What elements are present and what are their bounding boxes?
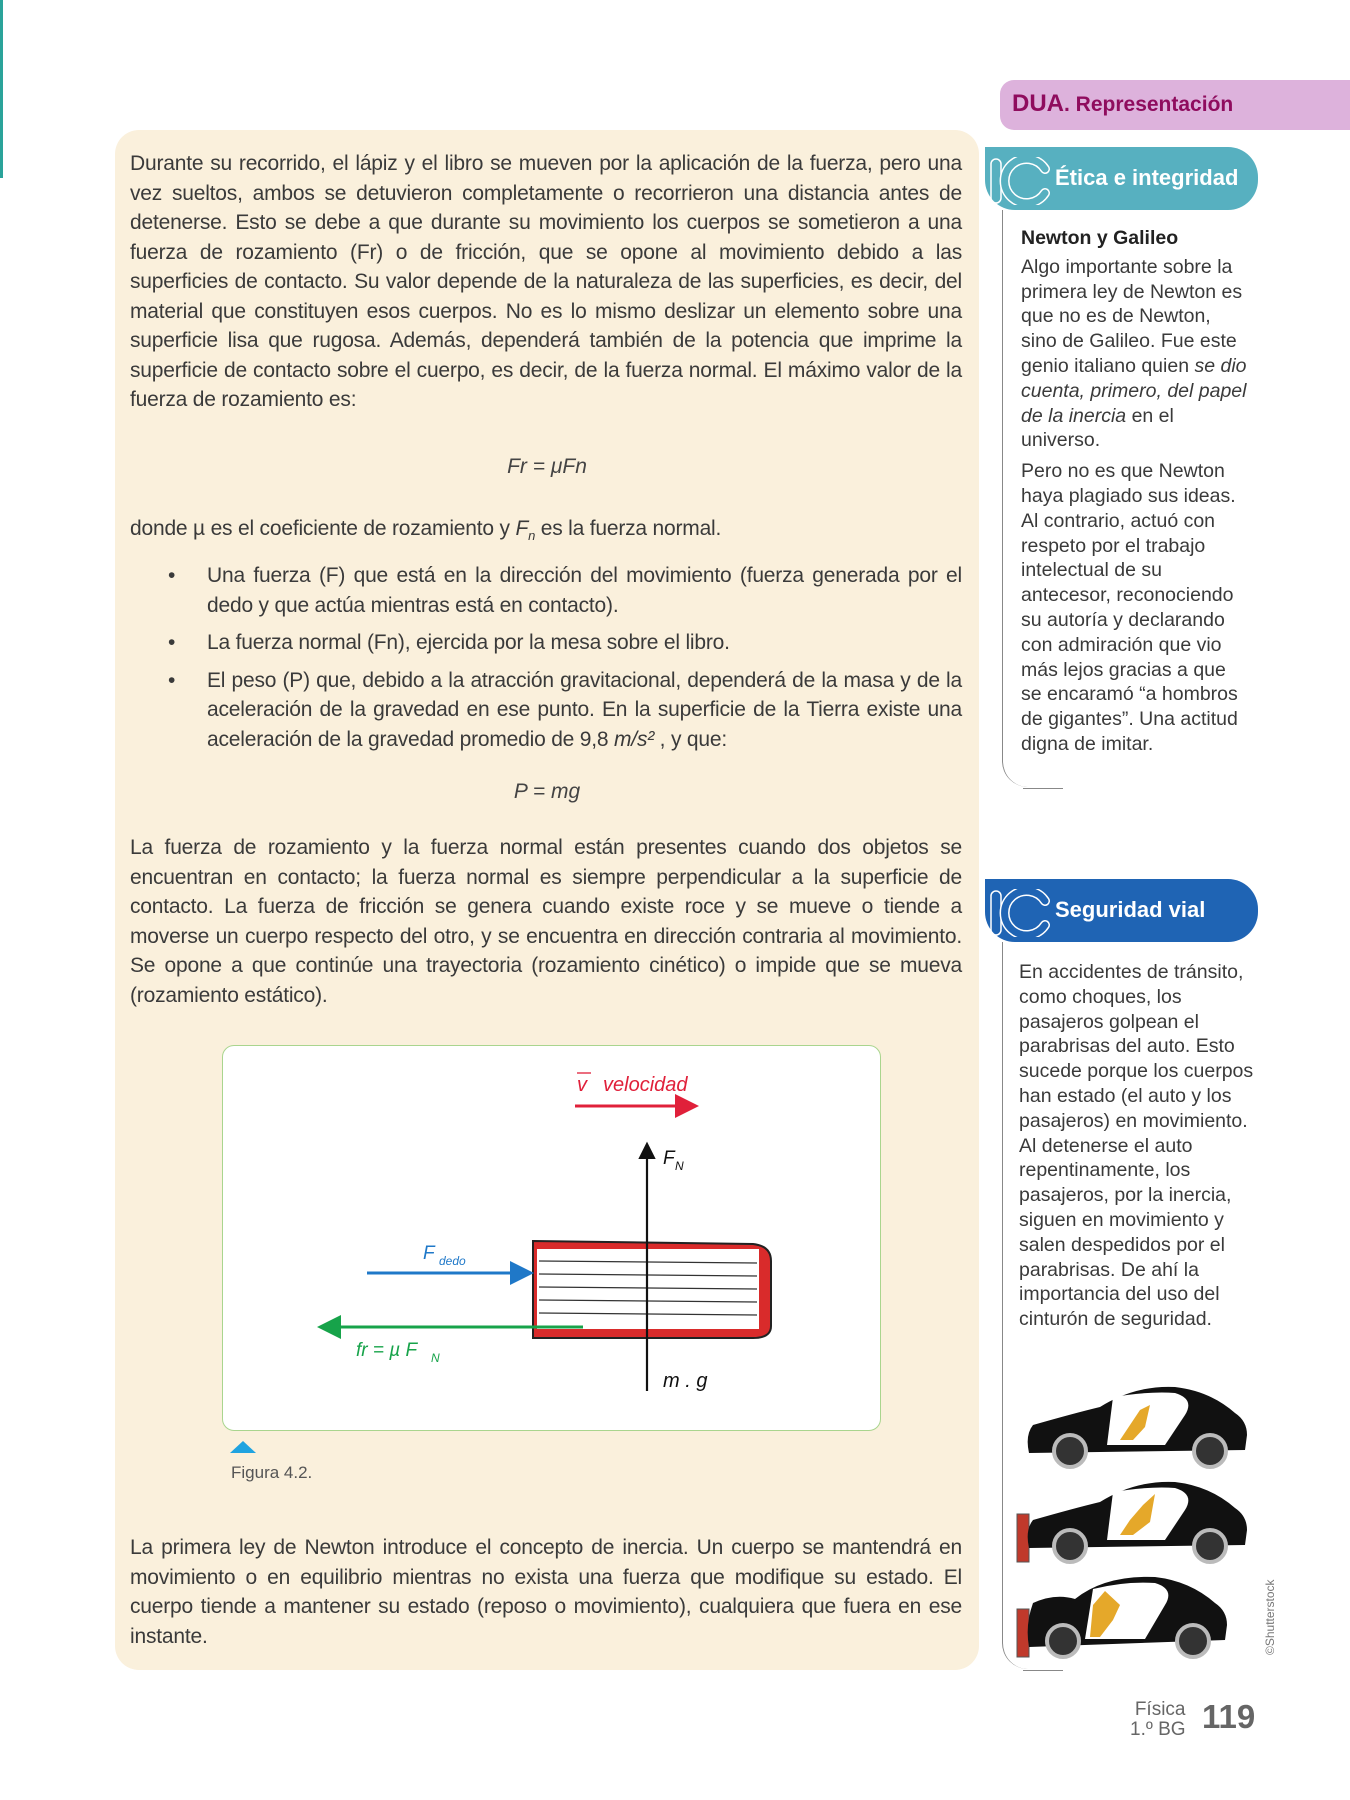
ic-logo-icon [989,157,1051,205]
fdedo-label: F [423,1243,435,1264]
etica-paragraph-1 [1021,255,1251,453]
divider [1023,1670,1063,1671]
seguridad-title: Seguridad vial [1055,897,1206,922]
footer-subject [1130,1700,1186,1740]
figure-forces-diagram [222,1045,881,1431]
main-content-box [115,130,979,1670]
etica-paragraph-2: Pero no es que Newton haya plagiado sus ideas. Al contrario, actuó con respeto por el trabajo intelectual de su antecesor, reconociendo su autoría y declarando con admiración que vio más lejos gracias a que se encaramó “a hombros de gigantes”. Una actitud digna de imitar. [1021,460,1238,755]
text: en el universo. [1021,404,1174,452]
list-item: • Una fuerza (F) que está en la dirección del movimiento (fuerza generada por el dedo y que actúa mientras está en contacto). [207,561,962,620]
paragraph-mu-definition [130,514,962,551]
sub: n [528,528,536,544]
seguridad-header [985,879,1258,942]
divider [1023,788,1063,789]
text: es la fuerza normal. [535,517,722,540]
text: donde µ es el coeficiente de rozamiento y [130,517,516,540]
paragraph-inertia: La primera ley de Newton introduce el concepto de inercia. Un cuerpo se mantendrá en movimiento o en equilibrio mientras no exista una fuerza que modifique su estado. El cuerpo tiende a mantener su estado (reposo o movimiento), cualquiera que fuera en ese instante. [130,1536,962,1648]
forces-diagram [223,1046,880,1430]
etica-header [985,147,1258,210]
list-item: • La fuerza normal (Fn), ejercida por la mesa sobre el libro. [207,628,962,658]
crash-test-cars-image [1015,1385,1255,1660]
text-italic: se dio cuenta, primero, del papel de la inercia [1021,354,1247,427]
text: , y que: [654,727,727,751]
grade: 1.º BG [1130,1719,1186,1740]
var: F [515,517,529,540]
figure-caption: Figura 4.2. [231,1463,313,1482]
equation-friction: Fr = μFn [507,455,587,478]
velocity-symbol: v [577,1074,587,1096]
velocity-label: velocidad [603,1074,688,1096]
unit: m/s² [614,727,655,751]
dua-subtitle: . Representación [1064,93,1234,116]
text: Algo importante sobre la primera ley de Newton es que no es de Newton, sino de Galileo. Fue este genio italiano quien [1021,255,1243,377]
etica-subtitle: Newton y Galileo [1021,227,1179,249]
subject: Física [1134,1699,1186,1720]
friction-label: fr = µ F [356,1340,418,1361]
forces-list [130,561,962,762]
seguridad-text: En accidentes de tránsito, como choques, los pasajeros golpean el parabrisas del auto. Esto sucede porque los cuerpos han estado (el auto y los pasajeros) en movimiento. Al detenerse el auto repentinamente, los pasajeros, por la inercia, siguen en movimiento y salen despedidos por el parabrisas. De ahí la importancia del uso del cinturón de seguridad. [1019,961,1254,1331]
car-icon [1028,1387,1247,1467]
book-icon [533,1241,771,1338]
friction-sub: N [431,1351,440,1365]
page-number: 119 [1202,1698,1256,1735]
image-credit: ©Shutterstock [1263,1579,1277,1655]
equation-weight: P = mg [513,780,581,803]
paragraph-friction: Durante su recorrido, el lápiz y el libro se mueven por la aplicación de la fuerza, pero una vez sueltos, ambos se detuvieron completamente o recorrieron una distancia antes de detenerse. Esto se debe a que durante su movimiento los cuerpos se sometieron a una fuerza de rozamiento (Fr) o de fricción, que se opone al movimiento debido a las superficies de contacto. Su valor depende de la naturaleza de las superficies, es decir, del material que constituyen esos cuerpos. No es lo mismo deslizar un elemento sobre una superficie lisa que rugosa. Además, dependerá también de la potencia que imprime la superficie de contacto sobre el cuerpo, es decir, de la fuerza normal. El máximo valor de la fuerza de rozamiento es: [130,152,962,411]
car-icon [1017,1577,1227,1657]
paragraph-normal-force: La fuerza de rozamiento y la fuerza normal están presentes cuando dos objetos se encuentran en contacto; la fuerza normal es siempre perpendicular a la superficie de contacto. La fuerza de fricción se genera cuando existe roce y se mueve o tiende a moverse un cuerpo respecto del otro, y se encuentra en dirección contraria al movimiento. Se opone a que continúe una trayectoria (rozamiento cinético) o impide que se mueva (rozamiento estático). [130,836,962,1007]
fn-label: F [663,1148,675,1169]
list-item [207,666,962,755]
dua-banner [1000,80,1350,130]
etica-panel [1002,210,1247,787]
fdedo-sub: dedo [439,1254,466,1268]
ic-logo-icon [989,889,1051,937]
weight-label: m . g [663,1370,708,1392]
fn-sub: N [675,1159,684,1173]
page-edge-line [0,0,3,178]
text: El peso (P) que, debido a la atracción gravitacional, dependerá de la masa y de la aceleración de la gravedad en ese punto. En la superficie de la Tierra existe una aceleración de la gravedad promedio de 9,8 [207,668,962,751]
dua-label: DUA [1012,90,1064,117]
car-icon [1017,1482,1247,1562]
caption-triangle-icon [230,1441,256,1453]
etica-title: Ética e integridad [1055,165,1239,190]
